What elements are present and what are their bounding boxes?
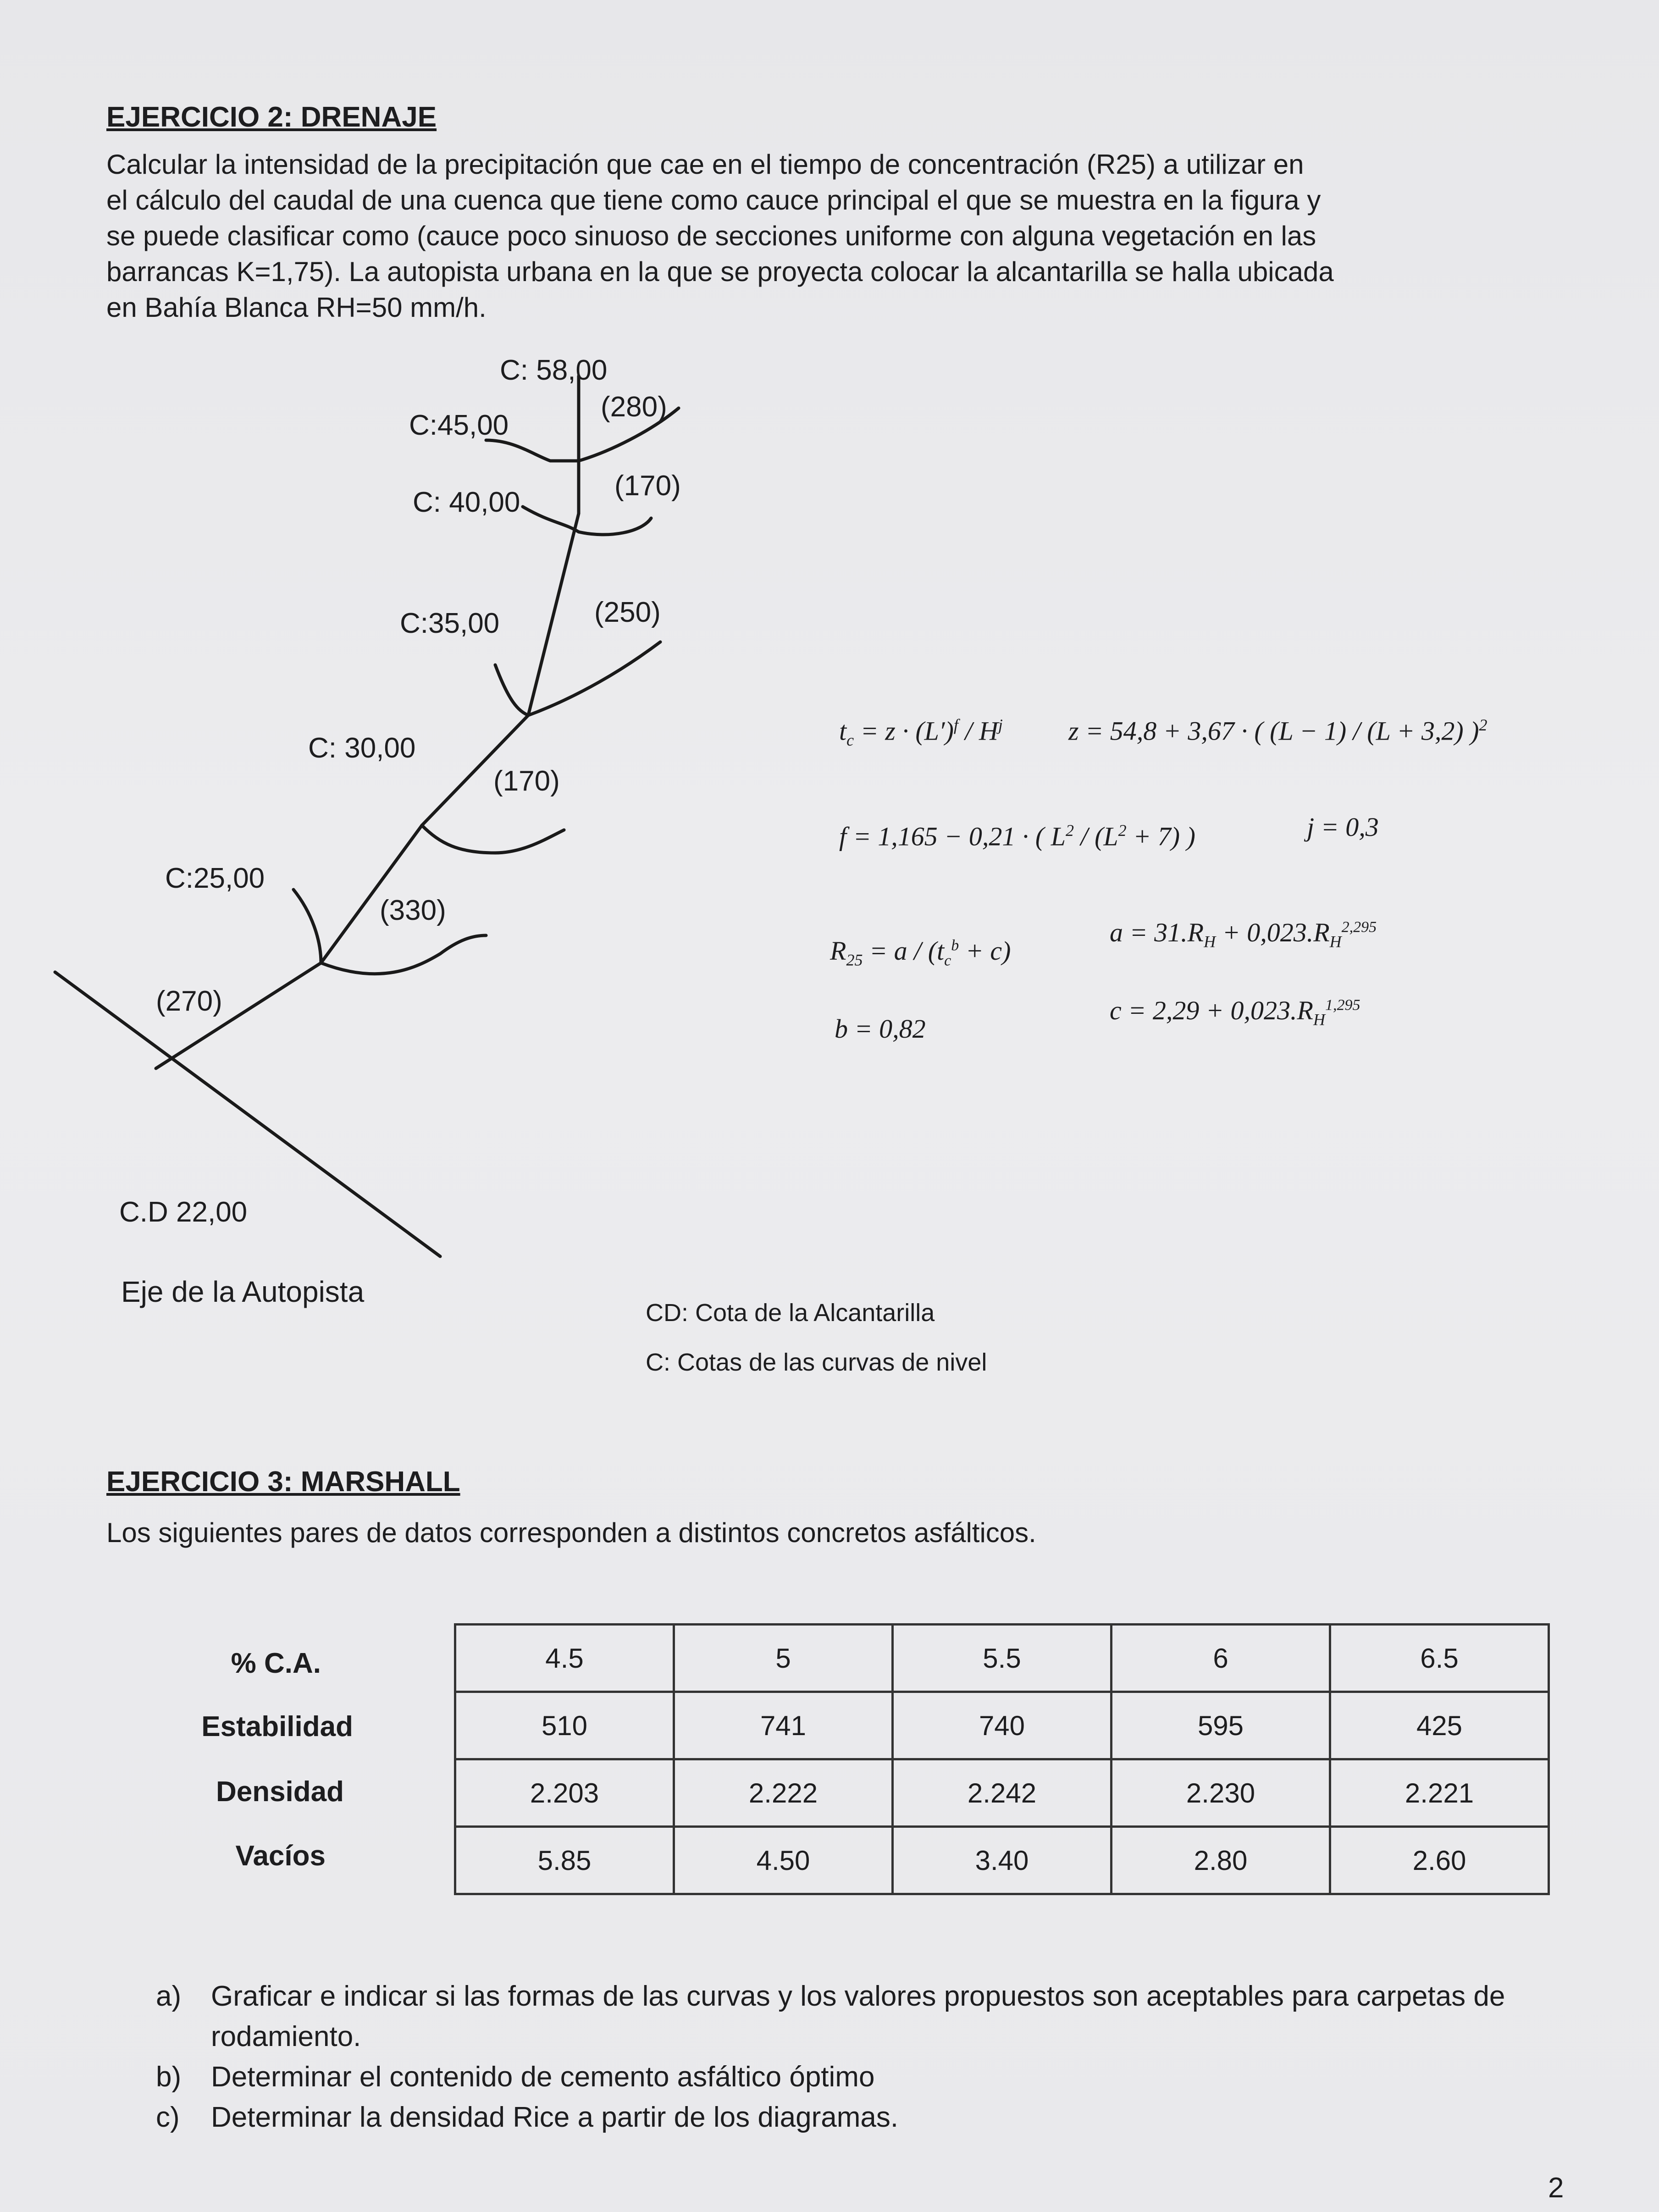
table-cell: 5.5 [893,1625,1112,1692]
table-cell: 595 [1112,1692,1330,1759]
table-row [455,1692,1549,1759]
length-label: (270) [156,985,222,1017]
tributary-30 [422,825,564,853]
contour-label: C: 58,00 [500,354,608,386]
tributary-170-top [579,518,651,535]
table-cell: 2.80 [1112,1827,1330,1894]
tributary-45 [486,440,579,461]
exercise-2-title: EJERCICIO 2: DRENAJE [106,101,437,133]
table-row [455,1625,1549,1692]
row-label-ca: % C.A. [231,1648,321,1679]
highway-axis [55,972,440,1256]
length-label: (280) [601,391,667,423]
list-text: Determinar el contenido de cemento asfáltico óptimo [211,2061,875,2093]
table-cell: 2.203 [455,1759,674,1827]
table-row [455,1827,1549,1894]
main-channel [156,376,579,1068]
contour-label: C:25,00 [165,863,265,894]
highway-axis-label: Eje de la Autopista [121,1275,365,1308]
formula-tc: $t_c = z \cdot (L')^f / H^j$ [839,716,1003,749]
tributary-35 [495,665,528,715]
contour-label: C:45,00 [409,409,509,441]
contour-label: C:35,00 [400,608,500,639]
row-label-vacios: Vacíos [235,1840,326,1872]
length-label: (250) [594,597,661,628]
table-cell: 741 [674,1692,893,1759]
list-item [156,2057,1532,2097]
statement-line: barrancas K=1,75). La autopista urbana en la que se proyecta colocar la alcantarilla se halla ubicada [106,256,1334,287]
row-label-densidad: Densidad [216,1776,344,1808]
formula-z: z = 54,8 + 3,67 · ( (L − 1) / (L + 3,2) )$^2$ [1068,716,1488,746]
table-cell: 4.5 [455,1625,674,1692]
table-cell: 2.230 [1112,1759,1330,1827]
formula-j: j = 0,3 [1307,812,1379,842]
table-cell: 6.5 [1330,1625,1549,1692]
row-label-estabilidad: Estabilidad [201,1711,353,1742]
list-text: Graficar e indicar si las formas de las curvas y los valores propuestos son aceptables para carpetas de rodamiento. [211,1980,1505,2052]
list-text: Determinar la densidad Rice a partir de los diagramas. [211,2101,899,2133]
formula-a: $a = 31.R_H + 0,023.R_H^{2,295}$ [1110,918,1377,951]
question-list [156,1976,1532,2138]
statement-line: se puede clasificar como (cauce poco sinuoso de secciones uniforme con alguna vegetación en las [106,221,1316,251]
table-cell: 425 [1330,1692,1549,1759]
statement-line: el cálculo del caudal de una cuenca que tiene como cauce principal el que se muestra en la figura y [106,185,1321,216]
length-label: (330) [380,895,446,926]
list-marker: b) [156,2061,182,2093]
table-cell: 3.40 [893,1827,1112,1894]
tributary-250 [528,642,660,715]
table-cell: 4.50 [674,1827,893,1894]
list-item [156,2097,1532,2138]
table-cell: 2.222 [674,1759,893,1827]
table-cell: 6 [1112,1625,1330,1692]
culvert-label: C.D 22,00 [119,1196,248,1228]
table-cell: 740 [893,1692,1112,1759]
exercise-3-intro: Los siguientes pares de datos corresponden a distintos concretos asfálticos. [106,1517,1036,1548]
table-cell: 5.85 [455,1827,674,1894]
length-label: (170) [493,765,560,797]
tributary-40 [523,507,579,532]
list-item [156,1976,1532,2057]
list-marker: a) [156,1980,182,2012]
formula-b: b = 0,82 [835,1014,926,1044]
formula-r25: $R_{25} = a / (t_c^b + c)$ [830,936,1011,969]
formula-c: $c = 2,29 + 0,023.R_H^{1,295}$ [1110,995,1360,1029]
contour-label: C: 40,00 [413,487,520,518]
page-number: 2 [1548,2172,1564,2204]
table-cell: 2.60 [1330,1827,1549,1894]
statement-line: en Bahía Blanca RH=50 mm/h. [106,292,487,323]
statement-line: Calcular la intensidad de la precipitación que cae en el tiempo de concentración (R25) a utilizar en [106,149,1304,180]
exercise-3-title: EJERCICIO 3: MARSHALL [106,1466,460,1498]
list-marker: c) [156,2101,180,2133]
table-cell: 510 [455,1692,674,1759]
formula-f: f = 1,165 − 0,21 · ( $L^2 / (L^2 + 7)$ ) [839,821,1195,852]
tributary-25 [293,890,321,963]
marshall-table [454,1623,1550,1895]
tributary-330 [321,935,486,974]
table-cell: 5 [674,1625,893,1692]
length-label: (170) [614,470,681,502]
table-cell: 2.242 [893,1759,1112,1827]
contour-label: C: 30,00 [308,732,416,764]
legend-cd: CD: Cota de la Alcantarilla [646,1299,935,1327]
legend-c: C: Cotas de las curvas de nivel [646,1349,987,1376]
table-cell: 2.221 [1330,1759,1549,1827]
table-row [455,1759,1549,1827]
